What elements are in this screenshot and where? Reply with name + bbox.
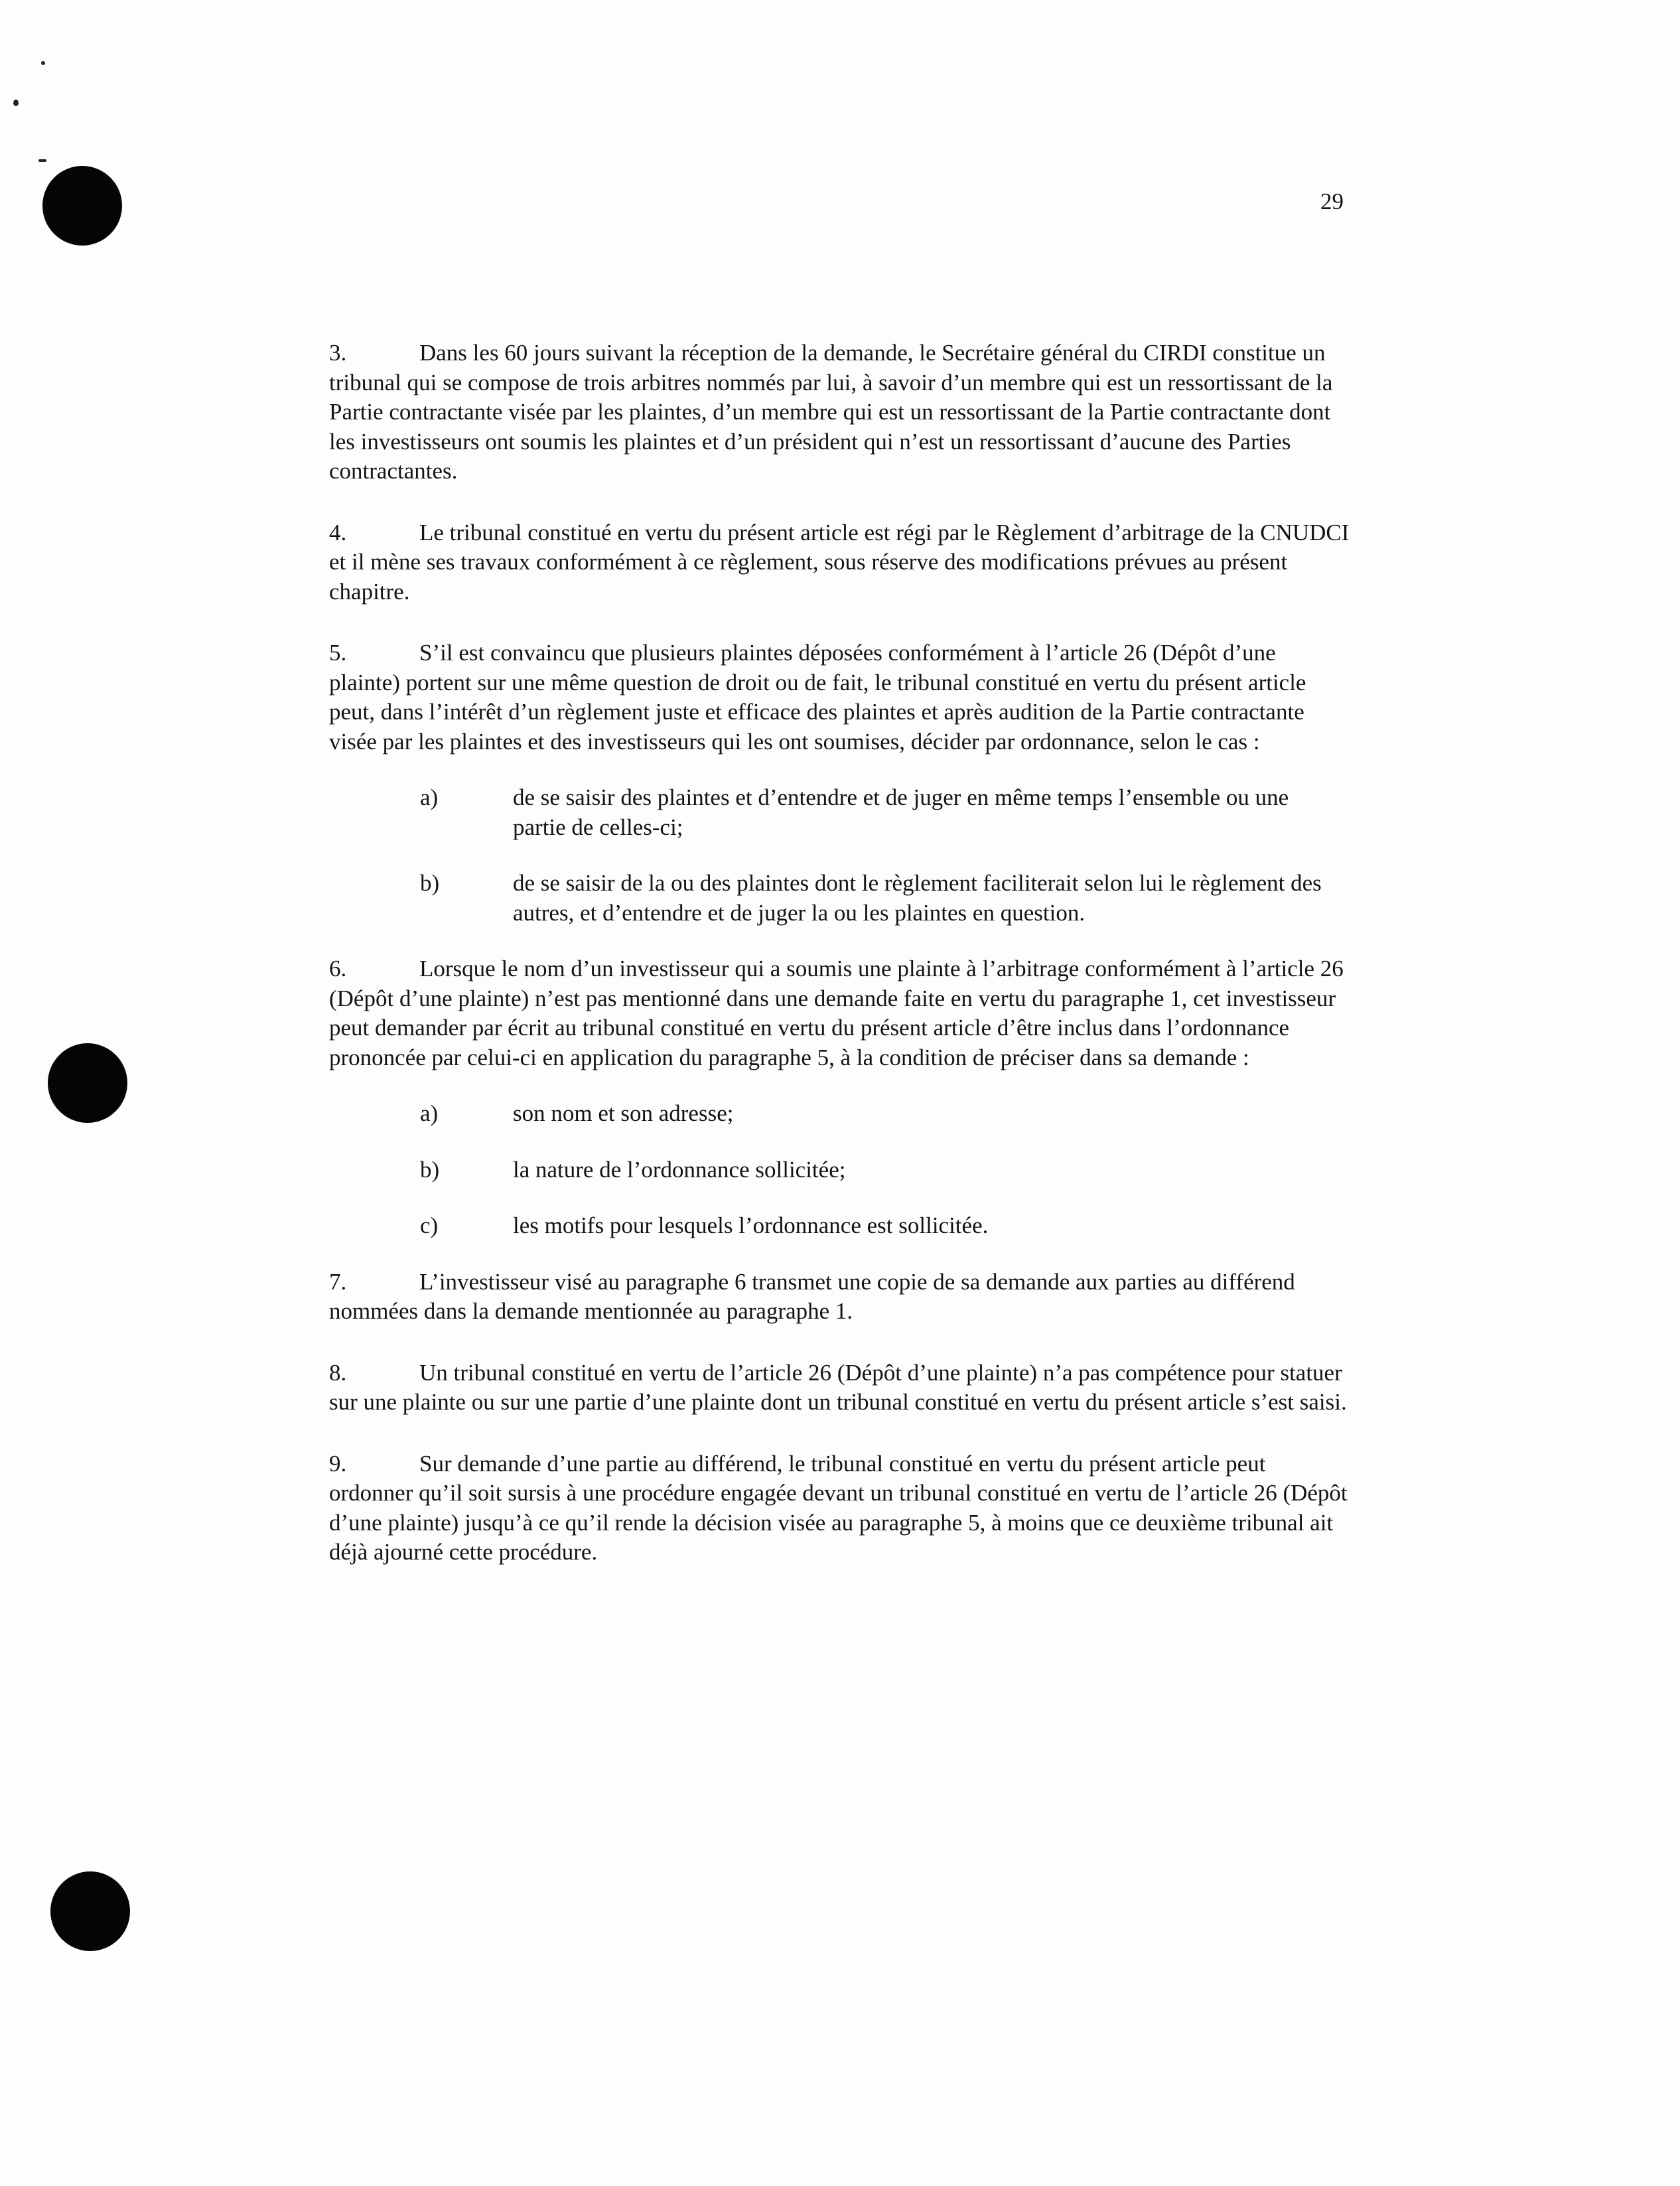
punch-hole-top: [42, 166, 122, 246]
list-item-label: b): [420, 1156, 440, 1183]
paragraph-number: 6.: [329, 956, 347, 982]
punch-hole-bottom: [50, 1871, 130, 1951]
paragraph-number: 9.: [329, 1450, 347, 1477]
paragraph-number: 4.: [329, 519, 347, 546]
list-item-label: c): [420, 1212, 439, 1238]
scan-speck: [41, 61, 45, 65]
paragraph-number: 7.: [329, 1268, 347, 1295]
list-item: [329, 1211, 1351, 1241]
paragraph-7: [329, 1268, 1351, 1327]
document-body: [329, 338, 1351, 1599]
paragraph-9: [329, 1449, 1351, 1567]
paragraph-4: [329, 518, 1351, 607]
list-item-label: b): [420, 870, 440, 896]
list-item-label: a): [420, 1100, 439, 1126]
list-item: [329, 1155, 1351, 1185]
paragraph-6-list: [329, 1099, 1351, 1241]
paragraph-8: [329, 1358, 1351, 1418]
list-item: [329, 1099, 1351, 1129]
paragraph-text: Un tribunal constitué en vertu de l’article 26 (Dépôt d’une plainte) n’a pas compétence pour statuer sur une plainte ou sur une partie d’une plainte dont un tribunal constitué en vertu du présent article s’est saisi.: [329, 1359, 1347, 1415]
list-item-text: son nom et son adresse;: [513, 1100, 734, 1126]
paragraph-text: Le tribunal constitué en vertu du présent article est régi par le Règlement d’arbitrage de la CNUDCI et il mène ses travaux conformément à ce règlement, sous réserve des modifications prévues au présent chapitre.: [329, 519, 1350, 605]
scan-speck: [13, 100, 19, 106]
list-item-text: la nature de l’ordonnance sollicitée;: [513, 1156, 846, 1183]
page-number: 29: [1320, 188, 1344, 214]
paragraph-number: 8.: [329, 1359, 347, 1386]
list-item-text: de se saisir des plaintes et d’entendre et de juger en même temps l’ensemble ou une partie de celles-ci;: [513, 784, 1289, 840]
list-item-label: a): [420, 784, 439, 810]
paragraph-6: [329, 954, 1351, 1072]
paragraph-text: L’investisseur visé au paragraphe 6 transmet une copie de sa demande aux parties au différend nommées dans la demande mentionnée au paragraphe 1.: [329, 1268, 1295, 1324]
paragraph-5-list: [329, 783, 1351, 928]
paragraph-text: Dans les 60 jours suivant la réception de la demande, le Secrétaire général du CIRDI constitue un tribunal qui se compose de trois arbitres nommés par lui, à savoir d’un membre qui est un ressortissant de la Partie contractante visée par les plaintes, d’un membre qui est un ressortissant de la Partie contractante dont les investisseurs ont soumis les plaintes et d’un président qui n’est un ressortissant d’aucune des Parties contractantes.: [329, 340, 1333, 484]
paragraph-text: S’il est convaincu que plusieurs plaintes déposées conformément à l’article 26 (Dépôt d’une plainte) portent sur une même question de droit ou de fait, le tribunal constitué en vertu du présent article peut, dans l’intérêt d’un règlement juste et efficace des plaintes et après audition de la Partie contractante visée par les plaintes et des investisseurs qui les ont soumises, décider par ordonnance, selon le cas :: [329, 640, 1306, 755]
scan-speck: [38, 159, 46, 162]
list-item: [329, 783, 1351, 842]
paragraph-3: [329, 338, 1351, 486]
paragraph-text: Lorsque le nom d’un investisseur qui a soumis une plainte à l’arbitrage conformément à l’article 26 (Dépôt d’une plainte) n’est pas mentionné dans une demande faite en vertu du paragraphe 1, cet investisseur peut demander par écrit au tribunal constitué en vertu du présent article d’être inclus dans l’ordonnance prononcée par celui-ci en application du paragraphe 5, à la condition de préciser dans sa demande :: [329, 956, 1344, 1070]
list-item-text: les motifs pour lesquels l’ordonnance est sollicitée.: [513, 1212, 989, 1238]
list-item: [329, 869, 1351, 928]
paragraph-number: 3.: [329, 340, 347, 366]
paragraph-5: [329, 638, 1351, 757]
paragraph-text: Sur demande d’une partie au différend, le tribunal constitué en vertu du présent article peut ordonner qu’il soit sursis à une procédure engagée devant un tribunal constitué en vertu de l’article 26 (Dépôt d’une plainte) jusqu’à ce qu’il rende la décision visée au paragraphe 5, à moins que ce deuxième tribunal ait déjà ajourné cette procédure.: [329, 1450, 1348, 1565]
paragraph-number: 5.: [329, 640, 347, 666]
punch-hole-middle: [48, 1043, 127, 1123]
list-item-text: de se saisir de la ou des plaintes dont le règlement faciliterait selon lui le règlement des autres, et d’entendre et de juger la ou les plaintes en question.: [513, 870, 1322, 926]
